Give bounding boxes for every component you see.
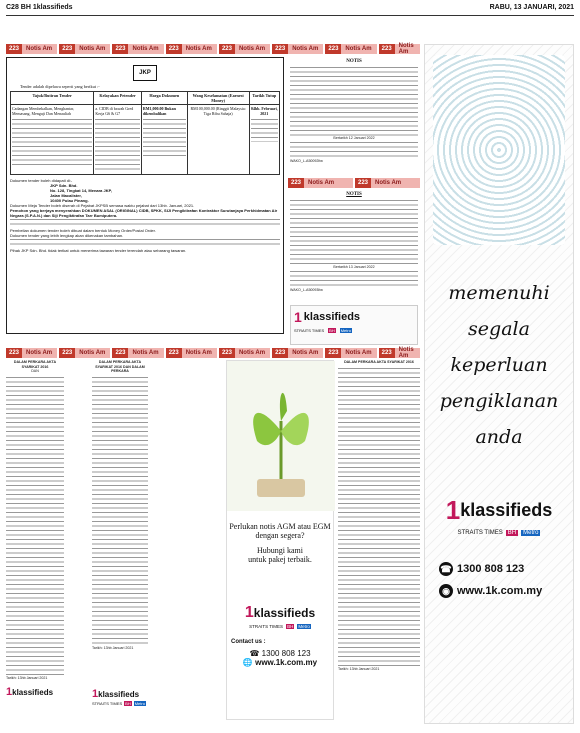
- notis-text: [338, 367, 420, 667]
- agm-phone: ☎ 1300 808 123: [249, 649, 311, 658]
- tender-notice: [6, 57, 284, 334]
- table-cell: RM100,000.00 (Ringgit Malaysia: Tiga Ribu Sahaja): [187, 105, 249, 175]
- section-header: 223 Notis Am: [166, 348, 217, 358]
- section-header: 223 Notis Am: [6, 44, 57, 54]
- table-header: Wang Keselamatan (Earnest Money): [187, 92, 249, 105]
- side-web: ◉ www.1k.com.my: [439, 584, 573, 598]
- notis-column-2: DALAM PERKARA AKTA SYARIKAT 2016 DAN DALAM PERKARA Tarikh: 13hb Januari 2021: [92, 360, 148, 680]
- notis-text: [92, 376, 148, 646]
- section-header: 223 Notis Am: [59, 44, 110, 54]
- klassifieds-mini-ad: 1 klassifieds STRAITS TIMES BH Metro: [290, 305, 418, 345]
- section-header: 223 Notis Am: [6, 348, 57, 358]
- table-cell: 04hb. Februari, 2021: [249, 105, 279, 175]
- notis-block-2: NOTIS Bertarikh 13 Januari 2022 WAKO_L-A50093ltw: [288, 190, 420, 300]
- table-header: Tarikh Tutup: [249, 92, 279, 105]
- section-header: 223 Notis Am: [325, 348, 376, 358]
- page-header: [6, 4, 574, 16]
- plant-illustration-icon: [227, 361, 335, 511]
- section-header: 223 Notis Am: [355, 178, 420, 188]
- page-section-label: C28 BH 1klassifieds: [6, 4, 73, 11]
- notis-block-1: NOTIS Bertarikh 12 Januari 2022 WAKO_L-A50092ltw: [288, 57, 420, 173]
- page-date: RABU, 13 JANUARI, 2021: [489, 4, 574, 11]
- klassifieds-mini-ad-2: 1 klassifieds STRAITS TIMES BH Metro: [92, 688, 145, 706]
- section-header: 223 Notis Am: [379, 348, 420, 358]
- phone-icon: ☎: [440, 564, 452, 574]
- section-header: 223 Notis Am: [219, 44, 270, 54]
- section-header: 223 Notis Am: [219, 348, 270, 358]
- section-header: 223 Notis Am: [379, 44, 420, 54]
- notis-text: [290, 199, 418, 265]
- section-header: 223 Notis Am: [112, 44, 163, 54]
- tender-details: Dokumen tender boleh didapati di:- JKP Sdn. Bhd. No. 128, Tingkat 14, Menara JKP, Jalan Macalister, 10400 Pulau Pinang. Dokumen Meja Tender boleh diserah di Pejabat JKPSB semasa waktu pejabat dari 13hb. Januari, 2021. Pemohon yang berjaya menyerahkan DOKUMEN ASAL (ORIGINAL) CIDB, SPKK, SIJI Pengiktirafan Kontraktor Surutanjaya Perkhidmatan Air Negara (S.P.A.N.) dan Siji Pengiktirafan Tarr Bumiputera. Pembelian dokumen tender boleh dibuat dalam bentuk Money Order/Postal Order. Dokumen tender yang lebih lengkap akan dikenakan tambahan. Pihak JKP Sdn. Bhd. tidak terikat untuk menerima tawaran tender terendah atau sebarang tawaran.: [10, 178, 280, 253]
- section-header: 223 Notis Am: [272, 44, 323, 54]
- globe-icon: ◉: [439, 584, 453, 598]
- section-header: 223 Notis Am: [272, 348, 323, 358]
- section-header: 223 Notis Am: [166, 44, 217, 54]
- table-header: Kelayakan Petender: [94, 92, 142, 105]
- notis-text: [290, 66, 418, 136]
- header-row-top: [6, 44, 420, 54]
- table-cell: Cadangan Membekalkan, Menghantar, Memasang, Menguji Dan Menauliah: [11, 105, 94, 175]
- side-phone: ☎ 1300 808 123: [440, 563, 525, 575]
- section-header: 223 Notis Am: [288, 178, 353, 188]
- notis-text: [6, 376, 64, 676]
- side-ad: memenuhi segala keperluan pengiklanan anda 1 klassifieds STRAITS TIMES BH Metro ☎ 1300 808 123 ◉ www.1k.com.my: [424, 44, 574, 724]
- section-header: 223 Notis Am: [112, 348, 163, 358]
- decorative-pattern-icon: [433, 55, 565, 245]
- section-header: 223 Notis Am: [59, 348, 110, 358]
- table-header: Harga Dokumen: [141, 92, 187, 105]
- table-cell: RM1,000.00 Bukan dikembalikan: [141, 105, 187, 175]
- table-cell: a. CIDB di bawah Gred Kerja G6 & G7: [94, 105, 142, 175]
- jkp-logo: JKP: [10, 61, 280, 81]
- section-header: 223 Notis Am: [325, 44, 376, 54]
- agm-ad: Perlukan notis AGM atau EGM dengan segera? Hubungi kami untuk pakej terbaik. 1 klassifieds STRAITS TIMES BH Metro Contact us : ☎ 1300 808 123 🌐 www.1k.com.my: [226, 360, 334, 720]
- tender-intro: Tender adalah dipelawa seperti yang berikut :-: [20, 84, 100, 89]
- header-row-bottom: [6, 348, 420, 358]
- table-header: Tajuk/Butiran Tender: [11, 92, 94, 105]
- agm-web: 🌐 www.1k.com.my: [242, 658, 318, 667]
- header-row-right: [288, 178, 420, 188]
- notis-column-1: DALAM PERKARA AKTA SYARIKAT 2016 DAN Tarikh: 13hb Januari 2021 1 klassifieds: [6, 360, 64, 724]
- tender-table: [10, 91, 280, 175]
- notis-column-3: DALAM PERKARA AKTA SYARIKAT 2016 Tarikh: 13hb Januari 2021: [338, 360, 420, 720]
